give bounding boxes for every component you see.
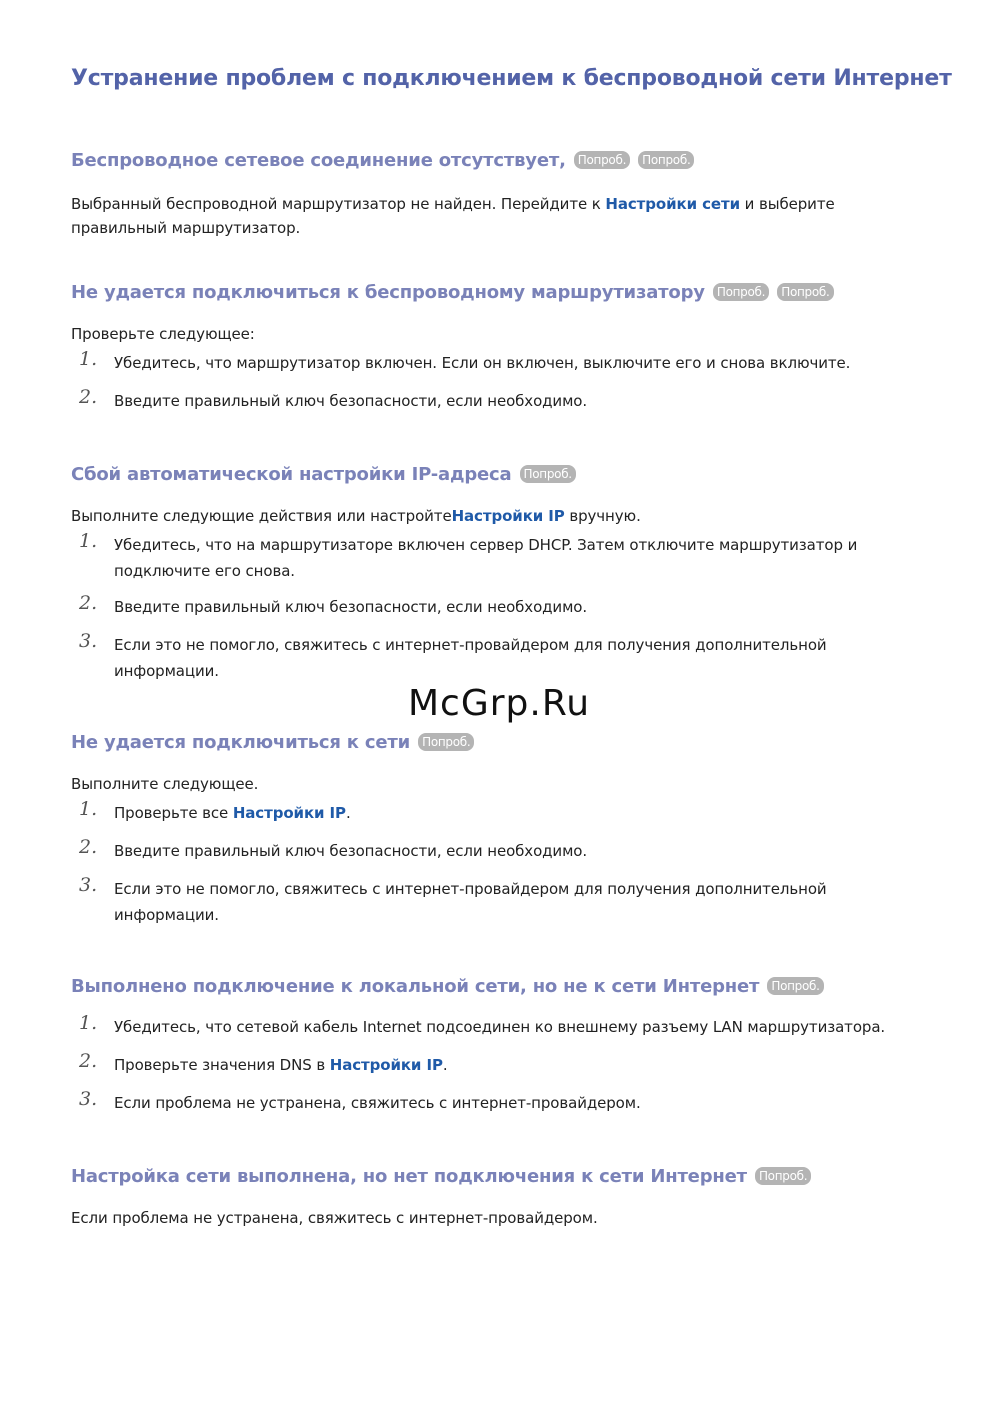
list-text: Введите правильный ключ безопасности, если необходимо. [114,392,588,410]
try-button[interactable]: Попроб. [767,977,823,995]
section-cannot-connect-router [71,282,931,410]
try-button[interactable]: Попроб. [638,151,694,169]
list-number: 2. [79,386,98,408]
list-text: Если это не помогло, свяжитесь с интернет-провайдером для получения дополнительной информации. [114,880,827,924]
ip-settings-link[interactable]: Настройки IP [232,804,346,822]
page-title: Устранение проблем с подключением к беспроводной сети Интернет [71,66,952,91]
section-cannot-connect-network [71,732,931,924]
list-number: 3. [79,874,98,896]
list-number: 3. [79,1088,98,1110]
try-button[interactable]: Попроб. [418,733,474,751]
try-button[interactable]: Попроб. [520,465,576,483]
network-settings-link[interactable]: Настройки сети [605,195,740,213]
section-no-wireless-connection [71,150,931,237]
list-text: Убедитесь, что маршрутизатор включен. Если он включен, выключите его и снова включите. [114,354,851,372]
watermark: McGrp.Ru [408,683,591,724]
list-number: 2. [79,1050,98,1072]
section-setup-done-no-internet [71,1166,931,1227]
section-intro: Проверьте следующее: [71,325,255,343]
list-text: Убедитесь, что на маршрутизаторе включен сервер DHCP. Затем отключите маршрутизатор и подключите его снова. [114,536,858,580]
section-intro: Выбранный беспроводной маршрутизатор не найден. Перейдите к Настройки сети и выберите правильный маршрутизатор. [71,195,835,237]
section-auto-ip-failure [71,464,931,680]
list-text: Введите правильный ключ безопасности, если необходимо. [114,842,588,860]
list-number: 2. [79,592,98,614]
try-button[interactable]: Попроб. [574,151,630,169]
list-text: Проверьте все Настройки IP. [114,804,351,822]
list-number: 1. [79,1012,98,1034]
list-number: 1. [79,798,98,820]
section-intro: Выполните следующие действия или настройтеНастройки IP вручную. [71,507,641,525]
section-title: Не удается подключиться к беспроводному маршрутизатору Попроб. Попроб. [71,282,931,303]
section-intro: Выполните следующее. [71,775,259,793]
list-number: 3. [79,630,98,652]
section-title: Выполнено подключение к локальной сети, но не к сети Интернет Попроб. [71,976,931,997]
ip-settings-link[interactable]: Настройки IP [451,507,565,525]
try-button[interactable]: Попроб. [777,283,833,301]
section-local-no-internet [71,976,931,1112]
list-number: 2. [79,836,98,858]
ip-settings-link[interactable]: Настройки IP [329,1056,443,1074]
try-button[interactable]: Попроб. [755,1167,811,1185]
list-text: Введите правильный ключ безопасности, если необходимо. [114,598,588,616]
section-title: Не удается подключиться к сети Попроб. [71,732,931,753]
section-title: Настройка сети выполнена, но нет подключения к сети Интернет Попроб. [71,1166,931,1187]
list-number: 1. [79,530,98,552]
section-title: Беспроводное сетевое соединение отсутствует, Попроб. Попроб. [71,150,931,171]
list-text: Если проблема не устранена, свяжитесь с интернет-провайдером. [114,1094,641,1112]
section-title: Сбой автоматической настройки IP-адреса Попроб. [71,464,931,485]
list-text: Проверьте значения DNS в Настройки IP. [114,1056,448,1074]
section-intro: Если проблема не устранена, свяжитесь с интернет-провайдером. [71,1209,598,1227]
list-text: Если это не помогло, свяжитесь с интернет-провайдером для получения дополнительной информации. [114,636,827,680]
list-text: Убедитесь, что сетевой кабель Internet подсоединен ко внешнему разъему LAN маршрутизатора. [114,1018,886,1036]
try-button[interactable]: Попроб. [713,283,769,301]
list-number: 1. [79,348,98,370]
